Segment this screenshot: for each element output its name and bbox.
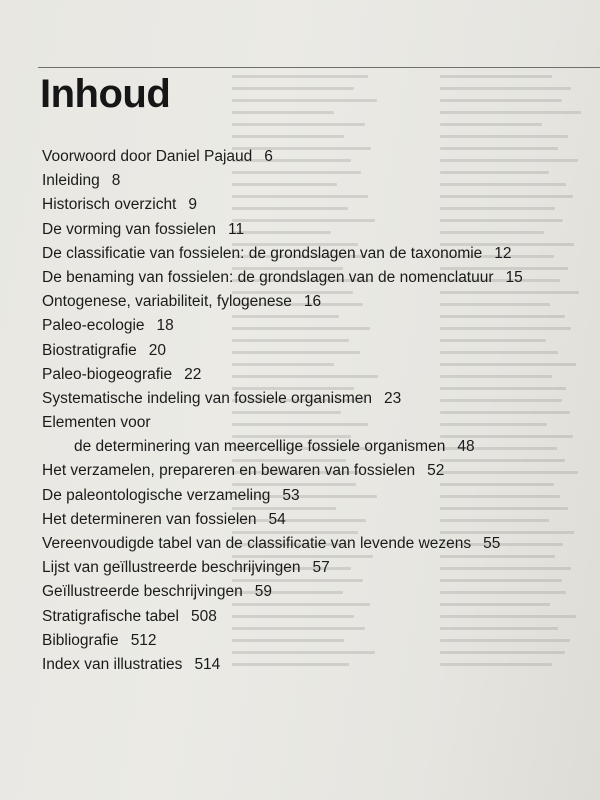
toc-entry <box>42 605 587 629</box>
toc-entry <box>42 508 587 532</box>
toc-entry-page: 15 <box>505 268 523 286</box>
toc-entry-page: 48 <box>457 438 475 456</box>
toc-entry-page: 6 <box>264 148 273 165</box>
toc-entry-title: Biostratigrafie <box>42 341 137 359</box>
toc-entry-page: 22 <box>184 365 202 383</box>
toc-entry <box>42 169 587 193</box>
toc-entry-page: 512 <box>130 631 157 649</box>
toc-entry <box>42 387 587 411</box>
toc-entry <box>42 363 587 387</box>
toc-entry <box>42 653 587 677</box>
toc-entry-title: Stratigrafische tabel <box>42 607 179 625</box>
toc-entry-page: 8 <box>111 172 121 190</box>
toc-entry <box>42 484 587 508</box>
toc-entry-page: 54 <box>268 510 286 528</box>
toc-entry <box>42 266 587 290</box>
toc-entry <box>42 145 587 169</box>
table-of-contents <box>42 145 587 677</box>
toc-entry-title: De classificatie van fossielen: de grondslagen van de taxonomie <box>42 244 483 262</box>
toc-entry-page: 23 <box>383 389 402 407</box>
toc-entry-title: De vorming van fossielen <box>42 220 217 238</box>
toc-entry-title: de determinering van meercellige fossiele organismen <box>74 438 446 456</box>
toc-entry <box>42 411 587 435</box>
toc-entry-page: 18 <box>156 317 174 335</box>
toc-entry-title: Paleo-ecologie <box>42 317 145 335</box>
toc-entry-title: Elementen voor <box>42 414 151 432</box>
toc-entry-title: Geïllustreerde beschrijvingen <box>42 583 243 601</box>
toc-entry <box>42 459 587 483</box>
toc-entry-page: 9 <box>188 196 197 214</box>
toc-entry-page: 53 <box>282 486 300 504</box>
toc-entry-title: Paleo-biogeografie <box>42 365 173 383</box>
toc-entry <box>42 629 587 653</box>
toc-entry-page: 52 <box>427 462 445 480</box>
toc-entry-page: 16 <box>303 293 322 311</box>
toc-entry-title: Lijst van geïllustreerde beschrijvingen <box>42 559 301 577</box>
toc-entry-title: Het verzamelen, prepareren en bewaren van fossielen <box>42 462 416 480</box>
toc-entry-page: 11 <box>228 220 245 238</box>
toc-entry-title: Inleiding <box>42 172 100 190</box>
toc-entry-title: Vereenvoudigde tabel van de classificatie van levende wezens <box>42 535 472 552</box>
toc-entry <box>42 218 587 242</box>
toc-entry <box>42 532 587 556</box>
toc-entry-title: Voorwoord door Daniel Pajaud <box>42 148 253 165</box>
toc-entry-page: 514 <box>194 655 221 673</box>
toc-entry-title: Het determineren van fossielen <box>42 510 257 528</box>
toc-entry-title: Historisch overzicht <box>42 196 177 214</box>
header-rule <box>38 67 600 68</box>
toc-entry-title: De paleontologische verzameling <box>42 486 271 504</box>
toc-entry-page: 55 <box>483 535 501 552</box>
toc-entry <box>42 242 587 266</box>
toc-entry-title: Ontogenese, variabiliteit, fylogenese <box>42 293 292 311</box>
toc-entry-continuation <box>42 435 587 459</box>
toc-entry-page: 59 <box>254 583 272 601</box>
toc-entry <box>42 193 587 217</box>
toc-entry-page: 508 <box>191 607 217 625</box>
toc-entry-title: De benaming van fossielen: de grondslagen van de nomenclatuur <box>42 268 494 286</box>
toc-entry-title: Bibliografie <box>42 631 119 649</box>
toc-entry <box>42 580 587 604</box>
toc-entry-title: Systematische indeling van fossiele organismen <box>42 389 372 407</box>
toc-entry <box>42 290 587 314</box>
toc-entry <box>42 556 587 580</box>
page-title: Inhoud <box>40 72 171 116</box>
toc-entry-page: 12 <box>494 244 512 262</box>
toc-entry <box>42 339 587 363</box>
toc-entry-title: Index van illustraties <box>42 655 183 673</box>
toc-entry-page: 20 <box>148 341 167 359</box>
toc-entry-page: 57 <box>312 559 330 577</box>
toc-entry <box>42 314 587 338</box>
